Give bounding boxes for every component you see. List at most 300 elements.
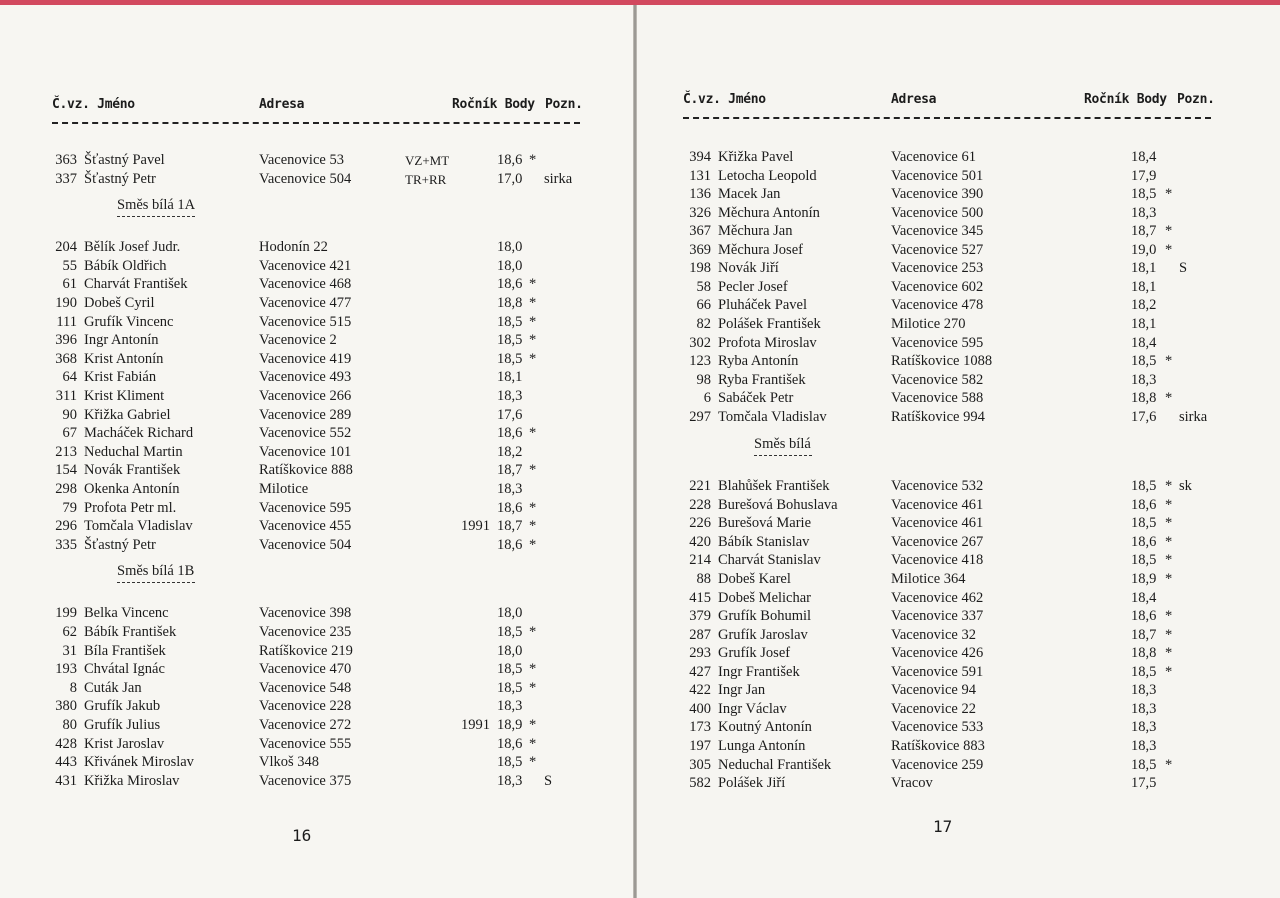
entry-address: Vacenovice 595 xyxy=(259,499,352,516)
section-heading xyxy=(0,196,633,215)
entry-address: Vacenovice 500 xyxy=(891,204,984,221)
entry-address: Vacenovice 2 xyxy=(259,332,337,349)
entry-mark: * xyxy=(529,735,537,752)
entry-address: Ratíškovice 994 xyxy=(891,408,985,425)
entry-name: Burešová Marie xyxy=(718,515,812,532)
entry-points: 18,3 xyxy=(1131,737,1157,754)
entry-number: 193 xyxy=(55,661,77,678)
entry-points: 18,3 xyxy=(1131,204,1157,221)
entry-address: Vacenovice 421 xyxy=(259,257,352,274)
entry-points: 18,6 xyxy=(1131,608,1157,625)
entry-mark: * xyxy=(529,754,537,771)
entry-number: 31 xyxy=(62,642,77,659)
entry-address: Vacenovice 266 xyxy=(259,388,352,404)
entry-points: 18,4 xyxy=(1131,149,1157,165)
entry-mark: * xyxy=(529,499,537,516)
entry-name: Blahůšek František xyxy=(718,478,830,495)
entry-number: 62 xyxy=(62,624,77,640)
entry-name: Cuták Jan xyxy=(84,679,142,696)
entry-mark: * xyxy=(1165,241,1173,258)
entry-name: Šťastný Petr xyxy=(84,536,156,553)
entry-number: 379 xyxy=(689,608,711,625)
table-row xyxy=(637,204,1280,223)
left-table xyxy=(0,5,633,898)
entry-points: 18,0 xyxy=(497,239,523,256)
table-row xyxy=(0,424,633,443)
header-cislo: Č.vz. xyxy=(52,97,90,112)
entry-number: 58 xyxy=(696,278,711,295)
entry-number: 173 xyxy=(689,719,711,736)
header-rocnik: Ročník xyxy=(1084,92,1130,107)
entry-number: 420 xyxy=(689,533,711,550)
entry-address: Vacenovice 555 xyxy=(259,735,352,752)
table-row xyxy=(0,238,633,257)
table-row xyxy=(0,772,633,791)
table-row xyxy=(637,296,1280,315)
entry-mark: * xyxy=(1165,756,1173,773)
entry-number: 396 xyxy=(55,332,77,349)
entry-number: 98 xyxy=(696,371,711,388)
entry-mark: * xyxy=(529,152,537,168)
entry-points: 18,5 xyxy=(1131,186,1157,203)
entry-note: sk xyxy=(1179,478,1192,495)
table-row xyxy=(637,222,1280,241)
entry-points: 17,5 xyxy=(1131,775,1157,792)
section-heading xyxy=(637,435,1280,454)
entry-points: 18,3 xyxy=(1131,700,1157,717)
header-body: Body xyxy=(1136,92,1167,107)
table-row xyxy=(637,259,1280,278)
entry-mark: * xyxy=(529,717,537,733)
entry-points: 18,3 xyxy=(1131,371,1157,388)
entry-address: Vacenovice 527 xyxy=(891,241,984,258)
entry-name: Krist Antonín xyxy=(84,350,164,367)
table-row xyxy=(637,589,1280,608)
entry-name: Okenka Antonín xyxy=(84,481,180,497)
entry-address: Vacenovice 470 xyxy=(259,661,352,678)
entry-number: 80 xyxy=(62,717,77,733)
entry-mark: * xyxy=(1165,496,1173,513)
entry-name: Koutný Antonín xyxy=(718,719,812,736)
entry-name: Grufík Vincenc xyxy=(84,313,174,330)
entry-number: 293 xyxy=(689,645,711,662)
header-body: Body xyxy=(504,97,535,112)
entry-address: Vacenovice 101 xyxy=(259,443,352,460)
table-row xyxy=(0,517,633,536)
entry-name: Bábík Stanislav xyxy=(718,533,810,550)
entry-extra: TR+RR xyxy=(405,171,447,187)
entry-points: 18,6 xyxy=(1131,496,1157,513)
section-underline xyxy=(117,216,195,217)
entry-number: 61 xyxy=(62,276,77,293)
table-row xyxy=(637,681,1280,700)
entry-address: Ratíškovice 1088 xyxy=(891,353,993,370)
entry-points: 18,6 xyxy=(497,499,523,516)
entry-number: 131 xyxy=(689,167,711,184)
entry-points: 18,1 xyxy=(1131,260,1157,277)
entry-mark: * xyxy=(529,679,537,696)
table-row xyxy=(637,167,1280,186)
entry-mark: * xyxy=(1165,663,1173,680)
entry-address: Vracov xyxy=(891,775,933,792)
entry-points: 18,0 xyxy=(497,257,523,274)
entry-name: Křižka Miroslav xyxy=(84,772,180,789)
entry-note: S xyxy=(1179,260,1188,277)
entry-name: Grufík Jaroslav xyxy=(718,626,808,643)
entry-number: 123 xyxy=(689,353,711,370)
entry-address: Vacenovice 468 xyxy=(259,276,352,293)
entry-address: Vacenovice 582 xyxy=(891,371,984,388)
entry-name: Křižka Pavel xyxy=(718,149,794,165)
table-row xyxy=(637,700,1280,719)
entry-number: 88 xyxy=(696,571,711,587)
table-row xyxy=(637,477,1280,496)
header-jmeno: Jméno xyxy=(97,97,135,112)
entry-points: 18,3 xyxy=(497,698,523,715)
entry-address: Milotice xyxy=(259,481,309,497)
entry-points: 18,5 xyxy=(1131,663,1157,680)
entry-number: 287 xyxy=(689,626,711,643)
entry-address: Vacenovice 461 xyxy=(891,496,984,513)
table-row xyxy=(637,551,1280,570)
entry-number: 197 xyxy=(689,737,711,754)
entry-number: 6 xyxy=(703,390,711,407)
table-row xyxy=(637,334,1280,353)
entry-number: 422 xyxy=(689,682,711,699)
entry-mark: * xyxy=(1165,552,1173,569)
entry-points: 18,3 xyxy=(497,481,523,497)
entry-name: Ingr Antonín xyxy=(84,332,159,349)
entry-points: 18,6 xyxy=(497,425,523,442)
entry-address: Vacenovice 532 xyxy=(891,478,984,495)
entry-name: Krist Kliment xyxy=(84,388,165,404)
entry-mark: * xyxy=(529,536,537,553)
table-row xyxy=(0,350,633,369)
header-adresa: Adresa xyxy=(259,97,305,112)
entry-address: Vacenovice 419 xyxy=(259,350,352,367)
entry-address: Vacenovice 595 xyxy=(891,334,984,351)
entry-mark: * xyxy=(529,518,537,535)
entry-address: Vacenovice 477 xyxy=(259,295,352,311)
table-row xyxy=(637,737,1280,756)
entry-points: 18,1 xyxy=(1131,278,1157,295)
entry-address: Vacenovice 493 xyxy=(259,369,352,386)
entry-name: Tomčala Vladislav xyxy=(84,518,193,535)
entry-mark: * xyxy=(529,661,537,678)
entry-points: 18,6 xyxy=(497,152,523,168)
entry-address: Vacenovice 478 xyxy=(891,297,984,314)
entry-points: 18,1 xyxy=(497,369,523,386)
entry-points: 18,3 xyxy=(1131,682,1157,699)
entry-number: 297 xyxy=(689,408,711,425)
entry-name: Grufík Jakub xyxy=(84,698,161,715)
entry-name: Macek Jan xyxy=(718,186,781,203)
right-page xyxy=(637,5,1280,898)
entry-points: 18,5 xyxy=(497,624,523,640)
table-row xyxy=(0,735,633,754)
entry-points: 17,6 xyxy=(1131,408,1157,425)
entry-address: Milotice 364 xyxy=(891,571,966,587)
entry-number: 90 xyxy=(62,406,77,423)
right-table xyxy=(637,5,1280,898)
entry-number: 198 xyxy=(689,260,711,277)
entry-mark: * xyxy=(1165,390,1173,407)
entry-number: 190 xyxy=(55,295,77,311)
entry-address: Vacenovice 552 xyxy=(259,425,352,442)
section-title: Směs bílá 1A xyxy=(117,197,196,214)
entry-number: 431 xyxy=(55,772,77,789)
entry-address: Vacenovice 375 xyxy=(259,772,352,789)
table-row xyxy=(0,170,633,189)
entry-points: 18,7 xyxy=(497,462,523,479)
entry-points: 18,8 xyxy=(497,295,523,311)
table-row xyxy=(637,241,1280,260)
entry-note: sirka xyxy=(1179,408,1208,425)
table-row xyxy=(637,148,1280,167)
entry-number: 369 xyxy=(689,241,711,258)
entry-number: 367 xyxy=(689,223,711,240)
entry-points: 18,9 xyxy=(497,717,523,733)
entry-extra: VZ+MT xyxy=(405,153,450,168)
entry-points: 18,5 xyxy=(1131,478,1157,495)
entry-number: 443 xyxy=(55,754,77,771)
entry-address: Ratíškovice 219 xyxy=(259,642,353,659)
entry-points: 18,6 xyxy=(497,276,523,293)
entry-number: 326 xyxy=(689,204,711,221)
entry-mark: * xyxy=(529,276,537,293)
entry-name: Křivánek Miroslav xyxy=(84,754,194,771)
table-row xyxy=(0,480,633,499)
entry-number: 82 xyxy=(696,315,711,332)
section-underline xyxy=(117,582,195,583)
entry-points: 18,6 xyxy=(1131,533,1157,550)
entry-address: Vacenovice 289 xyxy=(259,406,352,423)
entry-name: Měchura Jan xyxy=(718,223,793,240)
table-row xyxy=(637,185,1280,204)
entry-name: Burešová Bohuslava xyxy=(718,496,838,513)
entry-address: Ratíškovice 883 xyxy=(891,737,985,754)
entry-mark: * xyxy=(529,425,537,442)
entry-number: 582 xyxy=(689,775,711,792)
entry-points: 18,3 xyxy=(497,772,523,789)
entry-points: 17,0 xyxy=(497,170,523,187)
entry-number: 226 xyxy=(689,515,711,532)
entry-mark: * xyxy=(1165,571,1173,587)
table-row xyxy=(637,607,1280,626)
entry-name: Krist Jaroslav xyxy=(84,735,165,752)
entry-number: 415 xyxy=(689,589,711,606)
table-row xyxy=(637,278,1280,297)
entry-name: Ryba František xyxy=(718,371,806,388)
entry-address: Hodonín 22 xyxy=(259,239,328,256)
entry-mark: * xyxy=(1165,533,1173,550)
entry-points: 18,5 xyxy=(1131,552,1157,569)
entry-number: 400 xyxy=(689,700,711,717)
entry-mark: * xyxy=(1165,608,1173,625)
entry-mark: * xyxy=(1165,186,1173,203)
entry-points: 17,9 xyxy=(1131,167,1157,184)
entry-name: Polášek František xyxy=(718,315,821,332)
entry-mark: * xyxy=(1165,478,1173,495)
section-title: Směs bílá xyxy=(754,436,811,453)
entry-points: 18,4 xyxy=(1131,334,1157,351)
header-cislo: Č.vz. xyxy=(683,92,721,107)
entry-name: Grufík Josef xyxy=(718,645,791,662)
entry-name: Krist Fabián xyxy=(84,369,157,386)
entry-number: 154 xyxy=(55,462,77,479)
entry-name: Šťastný Pavel xyxy=(84,152,165,168)
entry-name: Ingr František xyxy=(718,663,800,680)
table-row xyxy=(637,315,1280,334)
entry-points: 18,7 xyxy=(1131,626,1157,643)
table-row xyxy=(0,623,633,642)
table-row xyxy=(0,499,633,518)
table-row xyxy=(0,275,633,294)
entry-name: Tomčala Vladislav xyxy=(718,408,827,425)
table-row xyxy=(637,408,1280,427)
entry-name: Letocha Leopold xyxy=(718,167,817,184)
entry-mark: * xyxy=(529,624,537,640)
entry-points: 18,5 xyxy=(1131,515,1157,532)
entry-name: Neduchal Martin xyxy=(84,443,183,460)
table-row xyxy=(637,626,1280,645)
entry-address: Vacenovice 390 xyxy=(891,186,984,203)
entry-name: Grufík Bohumil xyxy=(718,608,812,625)
entry-number: 296 xyxy=(55,518,77,535)
entry-name: Profota Petr ml. xyxy=(84,499,177,516)
entry-address: Vacenovice 426 xyxy=(891,645,984,662)
entry-number: 204 xyxy=(55,239,77,256)
table-row xyxy=(0,294,633,313)
entry-points: 18,4 xyxy=(1131,589,1157,606)
entry-points: 18,2 xyxy=(497,443,523,460)
entry-number: 298 xyxy=(55,481,77,497)
entry-name: Měchura Antonín xyxy=(718,204,820,221)
entry-points: 18,5 xyxy=(497,350,523,367)
entry-number: 394 xyxy=(689,149,711,165)
entry-points: 18,5 xyxy=(1131,756,1157,773)
entry-number: 221 xyxy=(689,478,711,495)
section-underline xyxy=(754,455,812,456)
section-heading xyxy=(0,562,633,581)
entry-address: Vacenovice 345 xyxy=(891,223,984,240)
entry-address: Vacenovice 548 xyxy=(259,679,352,696)
entry-number: 428 xyxy=(55,735,77,752)
entry-points: 18,2 xyxy=(1131,297,1157,314)
entry-note: sirka xyxy=(544,170,573,187)
entry-name: Grufík Julius xyxy=(84,717,161,733)
entry-address: Vacenovice 504 xyxy=(259,170,352,187)
table-row xyxy=(0,753,633,772)
entry-points: 18,3 xyxy=(497,388,523,404)
header-jmeno: Jméno xyxy=(728,92,766,107)
table-row xyxy=(0,313,633,332)
entry-number: 305 xyxy=(689,756,711,773)
table-row xyxy=(0,257,633,276)
entry-name: Ingr Václav xyxy=(718,700,787,717)
entry-mark: * xyxy=(1165,645,1173,662)
entry-address: Vacenovice 602 xyxy=(891,278,984,295)
entry-points: 18,5 xyxy=(497,332,523,349)
header-pozn: Pozn. xyxy=(545,97,583,112)
entry-name: Profota Miroslav xyxy=(718,334,817,351)
entry-mark: * xyxy=(529,313,537,330)
entry-points: 18,7 xyxy=(1131,223,1157,240)
table-row xyxy=(0,443,633,462)
entry-points: 18,5 xyxy=(497,313,523,330)
entry-address: Vacenovice 228 xyxy=(259,698,352,715)
entry-points: 18,5 xyxy=(497,679,523,696)
entry-address: Vacenovice 533 xyxy=(891,719,984,736)
entry-address: Vacenovice 515 xyxy=(259,313,352,330)
table-row xyxy=(637,371,1280,390)
entry-address: Vacenovice 235 xyxy=(259,624,352,640)
entry-points: 18,1 xyxy=(1131,315,1157,332)
entry-number: 335 xyxy=(55,536,77,553)
entry-number: 311 xyxy=(55,388,77,404)
entry-name: Bábík František xyxy=(84,624,177,640)
entry-points: 18,7 xyxy=(497,518,523,535)
table-row xyxy=(637,644,1280,663)
entry-name: Polášek Jiří xyxy=(718,775,786,792)
entry-name: Šťastný Petr xyxy=(84,170,156,187)
entry-name: Dobeš Karel xyxy=(718,571,791,587)
entry-points: 18,3 xyxy=(1131,719,1157,736)
entry-mark: * xyxy=(529,295,537,311)
entry-name: Chvátal Ignác xyxy=(84,661,165,678)
entry-address: Vacenovice 455 xyxy=(259,518,352,535)
table-row xyxy=(0,331,633,350)
entry-name: Bělík Josef Judr. xyxy=(84,239,181,256)
header-pozn: Pozn. xyxy=(1177,92,1215,107)
entry-number: 214 xyxy=(689,552,711,569)
entry-number: 337 xyxy=(55,170,77,187)
entry-address: Vlkoš 348 xyxy=(259,754,320,771)
entry-name: Neduchal František xyxy=(718,756,832,773)
entry-name: Bíla František xyxy=(84,642,166,659)
entry-address: Vacenovice 501 xyxy=(891,167,984,184)
entry-name: Dobeš Cyril xyxy=(84,295,155,311)
entry-number: 228 xyxy=(689,496,711,513)
entry-address: Vacenovice 504 xyxy=(259,536,352,553)
entry-points: 18,6 xyxy=(497,536,523,553)
table-row xyxy=(0,151,633,170)
table-row xyxy=(637,533,1280,552)
entry-points: 18,0 xyxy=(497,605,523,622)
entry-address: Vacenovice 32 xyxy=(891,626,976,643)
entry-mark: * xyxy=(1165,515,1173,532)
entry-address: Vacenovice 337 xyxy=(891,608,984,625)
header-rocnik: Ročník xyxy=(452,97,498,112)
entry-name: Charvát František xyxy=(84,276,188,293)
entry-address: Vacenovice 462 xyxy=(891,589,984,606)
entry-points: 18,5 xyxy=(497,661,523,678)
entry-number: 67 xyxy=(62,425,77,442)
table-row xyxy=(637,756,1280,775)
table-row xyxy=(0,716,633,735)
entry-name: Pecler Josef xyxy=(718,278,788,295)
table-row xyxy=(0,536,633,555)
entry-points: 18,8 xyxy=(1131,645,1157,662)
entry-mark: * xyxy=(1165,223,1173,240)
table-row xyxy=(637,774,1280,793)
entry-mark: * xyxy=(529,350,537,367)
entry-address: Vacenovice 53 xyxy=(259,152,344,168)
entry-name: Novák Jiří xyxy=(718,260,779,277)
entry-address: Vacenovice 461 xyxy=(891,515,984,532)
entry-address: Vacenovice 588 xyxy=(891,390,984,407)
entry-address: Vacenovice 94 xyxy=(891,682,976,699)
